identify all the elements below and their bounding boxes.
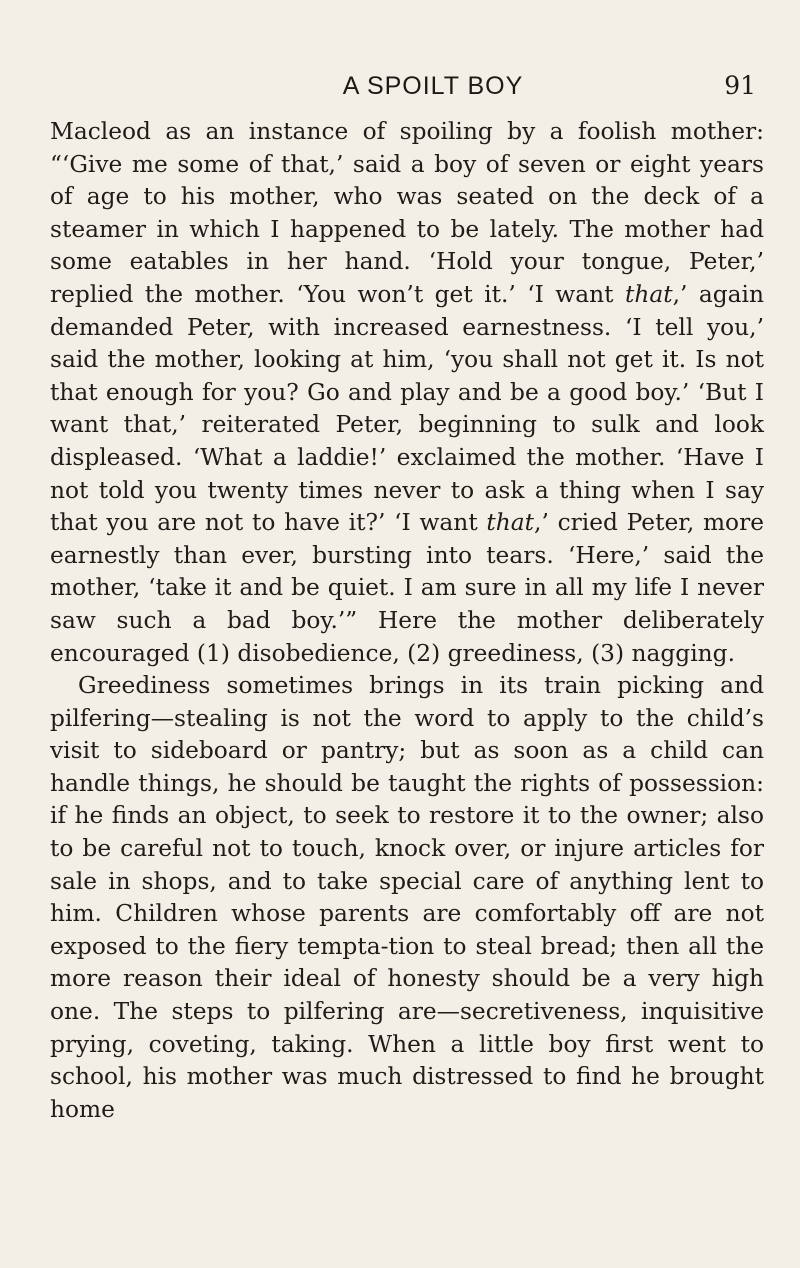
page-number: 91 <box>724 71 756 100</box>
paragraph-segment: ,’ again demanded Peter, with increased earnestness. ‘I tell you,’ said the mother, looking at him, ‘you shall not get it. Is not that enough for you? Go and play and be a good boy.’ ‘But I want that,’ reiterated Peter, beginning to sulk and look displeased. ‘What a laddie!’ exclaimed the mother. ‘Have I not told you twenty times never to ask a thing when I say that you are not to have it?’ ‘I want <box>50 280 764 537</box>
paragraph-2 <box>50 670 764 1126</box>
emphasized-word: that <box>624 280 673 308</box>
running-title: A SPOILT BOY <box>342 72 524 100</box>
paragraph-segment: Macleod as an instance of spoiling by a foolish mother: “‘Give me some of that,’ said a boy of seven or eight years of age to his mother, who was seated on the deck of a steamer in which I happened to be lately. The mother had some eatables in her hand. ‘Hold your tongue, Peter,’ replied the mother. ‘You won’t get it.’ ‘I want <box>50 118 764 308</box>
paragraph-1 <box>50 116 764 670</box>
paragraph-segment: ,’ cried Peter, more earnestly than ever, bursting into tears. ‘Here,’ said the mother, ‘take it and be quiet. I am sure in all my life I never saw such a bad boy.’” Here the mother deliberately encouraged (1) disobedience, (2) greediness, (3) nagging. <box>50 509 765 667</box>
body-text <box>50 116 764 1126</box>
paragraph-segment: Greediness sometimes brings in its train picking and pilfering—stealing is not the word to apply to the child’s visit to sideboard or pantry; but as soon as a child can handle things, he should be taught the rights of possession: if he finds an object, to seek to restore it to the owner; also to be careful not to touch, knock over, or injure articles for sale in shops, and to take special care of anything lent to him. Children whose parents are comfortably off are not exposed to the fiery tempta-tion to steal bread; then all the more reason their ideal of honesty should be a very high one. The steps to pilfering are—secretiveness, inquisitive prying, coveting, taking. When a little boy first went to school, his mother was much distressed to find he brought home <box>50 672 764 1123</box>
emphasized-word: that <box>486 509 535 537</box>
running-head <box>110 71 756 101</box>
